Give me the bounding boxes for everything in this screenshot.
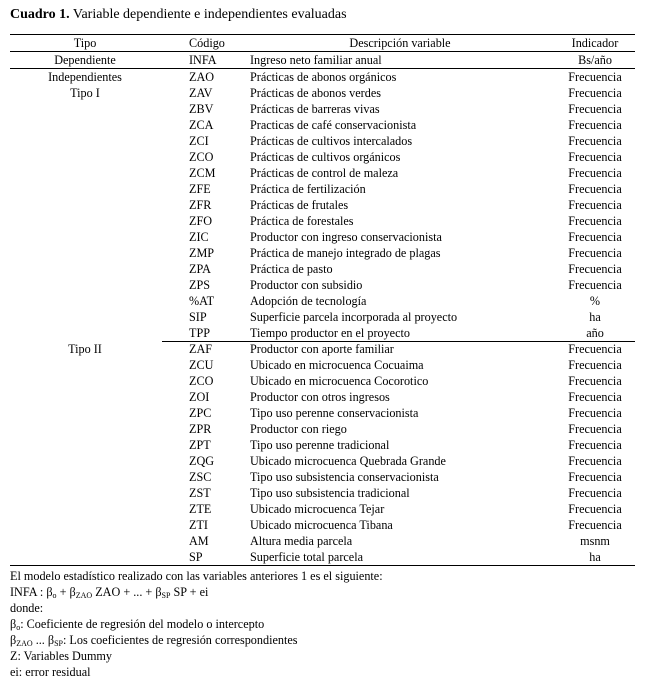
table-row — [10, 277, 635, 293]
table-row — [10, 501, 635, 517]
cell-indicador: Frecuencia — [568, 342, 622, 356]
header-tipo: Tipo — [73, 36, 97, 50]
cell-indicador: Frecuencia — [568, 454, 622, 468]
cell-indicador: Frecuencia — [568, 198, 622, 212]
cell-codigo: ZFE — [189, 182, 211, 196]
cell-codigo: ZQG — [189, 454, 215, 468]
table-row — [10, 133, 635, 149]
cell-descripcion: Prácticas de abonos orgánicos — [250, 70, 397, 84]
table-row — [10, 309, 635, 325]
table-body — [10, 52, 635, 566]
cell-codigo: ZCO — [189, 374, 214, 388]
cell-indicador: Frecuencia — [568, 214, 622, 228]
table-row — [10, 421, 635, 437]
cell-descripcion: Productor con subsidio — [250, 278, 363, 292]
table-row — [10, 533, 635, 549]
table-row — [10, 69, 635, 85]
cell-codigo: ZCO — [189, 150, 214, 164]
table-row — [10, 101, 635, 117]
table-row — [10, 453, 635, 469]
table-row — [10, 485, 635, 501]
header-descripcion: Descripción variable — [349, 36, 451, 50]
cell-tipo: Dependiente — [54, 53, 116, 67]
cell-codigo: SP — [189, 550, 203, 564]
table-row — [10, 149, 635, 165]
cell-codigo: ZBV — [189, 102, 214, 116]
cell-indicador: Frecuencia — [568, 182, 622, 196]
cell-codigo: ZOI — [189, 390, 210, 404]
table-row — [10, 389, 635, 405]
table-row — [10, 437, 635, 453]
cell-descripcion: Ubicado microcuenca Tibana — [250, 518, 393, 532]
cell-codigo: ZPT — [189, 438, 211, 452]
table-row — [10, 357, 635, 373]
cell-descripcion: Prácticas de frutales — [250, 198, 349, 212]
cell-indicador: Frecuencia — [568, 166, 622, 180]
cell-codigo: AM — [189, 534, 209, 548]
cell-indicador: Frecuencia — [568, 262, 622, 276]
cell-descripcion: Productor con otros ingresos — [250, 390, 390, 404]
cell-descripcion: Ubicado microcuenca Quebrada Grande — [250, 454, 446, 468]
cell-descripcion: Superficie parcela incorporada al proyecto — [250, 310, 458, 324]
model-notes — [10, 568, 383, 680]
cell-indicador: Frecuencia — [568, 374, 622, 388]
cell-indicador: año — [586, 326, 604, 340]
cell-codigo: ZPA — [189, 262, 211, 276]
cell-descripcion: Tipo uso perenne tradicional — [250, 438, 390, 452]
cell-indicador: Frecuencia — [568, 518, 622, 532]
cell-codigo: ZTE — [189, 502, 212, 516]
cell-descripcion: Tipo uso subsistencia tradicional — [250, 486, 410, 500]
table-row — [10, 517, 635, 533]
table-row — [10, 469, 635, 485]
table-row — [10, 549, 635, 566]
cell-indicador: Bs/año — [578, 53, 612, 67]
cell-indicador: Frecuencia — [568, 150, 622, 164]
table-row — [10, 229, 635, 245]
table-row — [10, 245, 635, 261]
cell-indicador: Frecuencia — [568, 86, 622, 100]
ei-definition: ei: error residual — [10, 665, 91, 679]
cell-codigo: TPP — [189, 326, 211, 340]
cell-descripcion: Práctica de pasto — [250, 262, 333, 276]
z-definition: Z: Variables Dummy — [10, 649, 112, 663]
cell-descripcion: Tiempo productor en el proyecto — [250, 326, 410, 340]
table-header-row — [10, 35, 635, 52]
cell-codigo: ZAO — [189, 70, 215, 84]
cell-codigo: ZAV — [189, 86, 213, 100]
cell-codigo: ZPS — [189, 278, 211, 292]
variables-table — [10, 34, 635, 566]
cell-indicador: Frecuencia — [568, 246, 622, 260]
cell-codigo: ZCA — [189, 118, 214, 132]
cell-indicador: Frecuencia — [568, 358, 622, 372]
cell-codigo: ZST — [189, 486, 211, 500]
cell-descripcion: Ubicado en microcuenca Cocorotico — [250, 374, 429, 388]
beta0-definition: $\beta_o$: Coeficiente de regresión del modelo o intercepto — [10, 617, 265, 632]
cell-descripcion: Ingreso neto familiar anual — [250, 53, 382, 67]
cell-indicador: ha — [589, 550, 601, 564]
caption-text: Variable dependiente e independientes evaluadas — [69, 7, 347, 22]
cell-descripcion: Productor con riego — [250, 422, 347, 436]
table-row — [10, 261, 635, 277]
cell-descripcion: Prácticas de cultivos orgánicos — [250, 150, 401, 164]
table-row — [10, 117, 635, 133]
caption-label: Cuadro 1. — [10, 7, 70, 22]
cell-descripcion: Altura media parcela — [250, 534, 353, 548]
cell-indicador: Frecuencia — [568, 134, 622, 148]
cell-descripcion: Practicas de café conservacionista — [250, 118, 417, 132]
table-row — [10, 213, 635, 229]
cell-descripcion: Ubicado microcuenca Tejar — [250, 502, 385, 516]
cell-indicador: Frecuencia — [568, 390, 622, 404]
cell-descripcion: Adopción de tecnología — [250, 294, 367, 308]
cell-indicador: Frecuencia — [568, 470, 622, 484]
table-row — [10, 85, 635, 101]
cell-codigo: ZFO — [189, 214, 213, 228]
table-caption — [10, 7, 347, 23]
notes-intro: El modelo estadístico realizado con las variables anteriores 1 es el siguiente: — [10, 569, 383, 583]
notes-donde: donde: — [10, 601, 44, 615]
cell-indicador: Frecuencia — [568, 70, 622, 84]
header-indicador: Indicador — [571, 36, 619, 50]
cell-descripcion: Tipo uso subsistencia conservacionista — [250, 470, 439, 484]
cell-codigo: ZCM — [189, 166, 216, 180]
table-row — [10, 52, 635, 69]
cell-descripcion: Ubicado en microcuenca Cocuaima — [250, 358, 424, 372]
cell-indicador: Frecuencia — [568, 118, 622, 132]
cell-indicador: Frecuencia — [568, 502, 622, 516]
cell-codigo: ZAF — [189, 342, 213, 356]
cell-indicador: Frecuencia — [568, 406, 622, 420]
cell-codigo: ZMP — [189, 246, 215, 260]
cell-codigo: ZTI — [189, 518, 208, 532]
cell-codigo: ZCI — [189, 134, 209, 148]
cell-tipo: Tipo I — [70, 86, 100, 100]
cell-descripcion: Tipo uso perenne conservacionista — [250, 406, 419, 420]
cell-indicador: Frecuencia — [568, 230, 622, 244]
cell-descripcion: Productor con aporte familiar — [250, 342, 394, 356]
table-row — [10, 197, 635, 213]
cell-descripcion: Práctica de manejo integrado de plagas — [250, 246, 441, 260]
table-row — [10, 405, 635, 421]
cell-codigo: ZFR — [189, 198, 212, 212]
cell-codigo: ZIC — [189, 230, 209, 244]
cell-descripcion: Productor con ingreso conservacionista — [250, 230, 442, 244]
table-row — [10, 293, 635, 309]
cell-codigo: INFA — [189, 53, 217, 67]
cell-descripcion: Prácticas de cultivos intercalados — [250, 134, 413, 148]
table-row — [10, 373, 635, 389]
table-row — [10, 181, 635, 197]
cell-codigo: ZPR — [189, 422, 212, 436]
cell-descripcion: Superficie total parcela — [250, 550, 364, 564]
cell-tipo: Tipo II — [68, 342, 102, 356]
cell-descripcion: Prácticas de abonos verdes — [250, 86, 381, 100]
table-row — [10, 341, 635, 357]
cell-codigo: %AT — [189, 294, 215, 308]
cell-indicador: Frecuencia — [568, 438, 622, 452]
model-formula: INFA : $\beta_o + \beta_{ZAO}$ ZAO + ... + $\beta_{SP}$ SP + ei — [10, 585, 209, 600]
cell-codigo: ZSC — [189, 470, 212, 484]
header-codigo: Código — [189, 36, 225, 50]
cell-codigo: SIP — [189, 310, 207, 324]
cell-indicador: ha — [589, 310, 601, 324]
cell-descripcion: Práctica de forestales — [250, 214, 354, 228]
table-row — [10, 325, 635, 341]
cell-indicador: % — [589, 294, 601, 308]
cell-descripcion: Prácticas de control de maleza — [250, 166, 399, 180]
betas-definition: $\beta_{ZAO}$ ... $\beta_{SP}$: Los coeficientes de regresión correspondientes — [10, 633, 298, 648]
cell-tipo: Independientes — [48, 70, 122, 84]
cell-indicador: msnm — [580, 534, 610, 548]
cell-descripcion: Prácticas de barreras vivas — [250, 102, 380, 116]
cell-codigo: ZPC — [189, 406, 212, 420]
cell-codigo: ZCU — [189, 358, 214, 372]
cell-descripcion: Práctica de fertilización — [250, 182, 366, 196]
cell-indicador: Frecuencia — [568, 422, 622, 436]
cell-indicador: Frecuencia — [568, 102, 622, 116]
table-row — [10, 165, 635, 181]
cell-indicador: Frecuencia — [568, 486, 622, 500]
cell-indicador: Frecuencia — [568, 278, 622, 292]
